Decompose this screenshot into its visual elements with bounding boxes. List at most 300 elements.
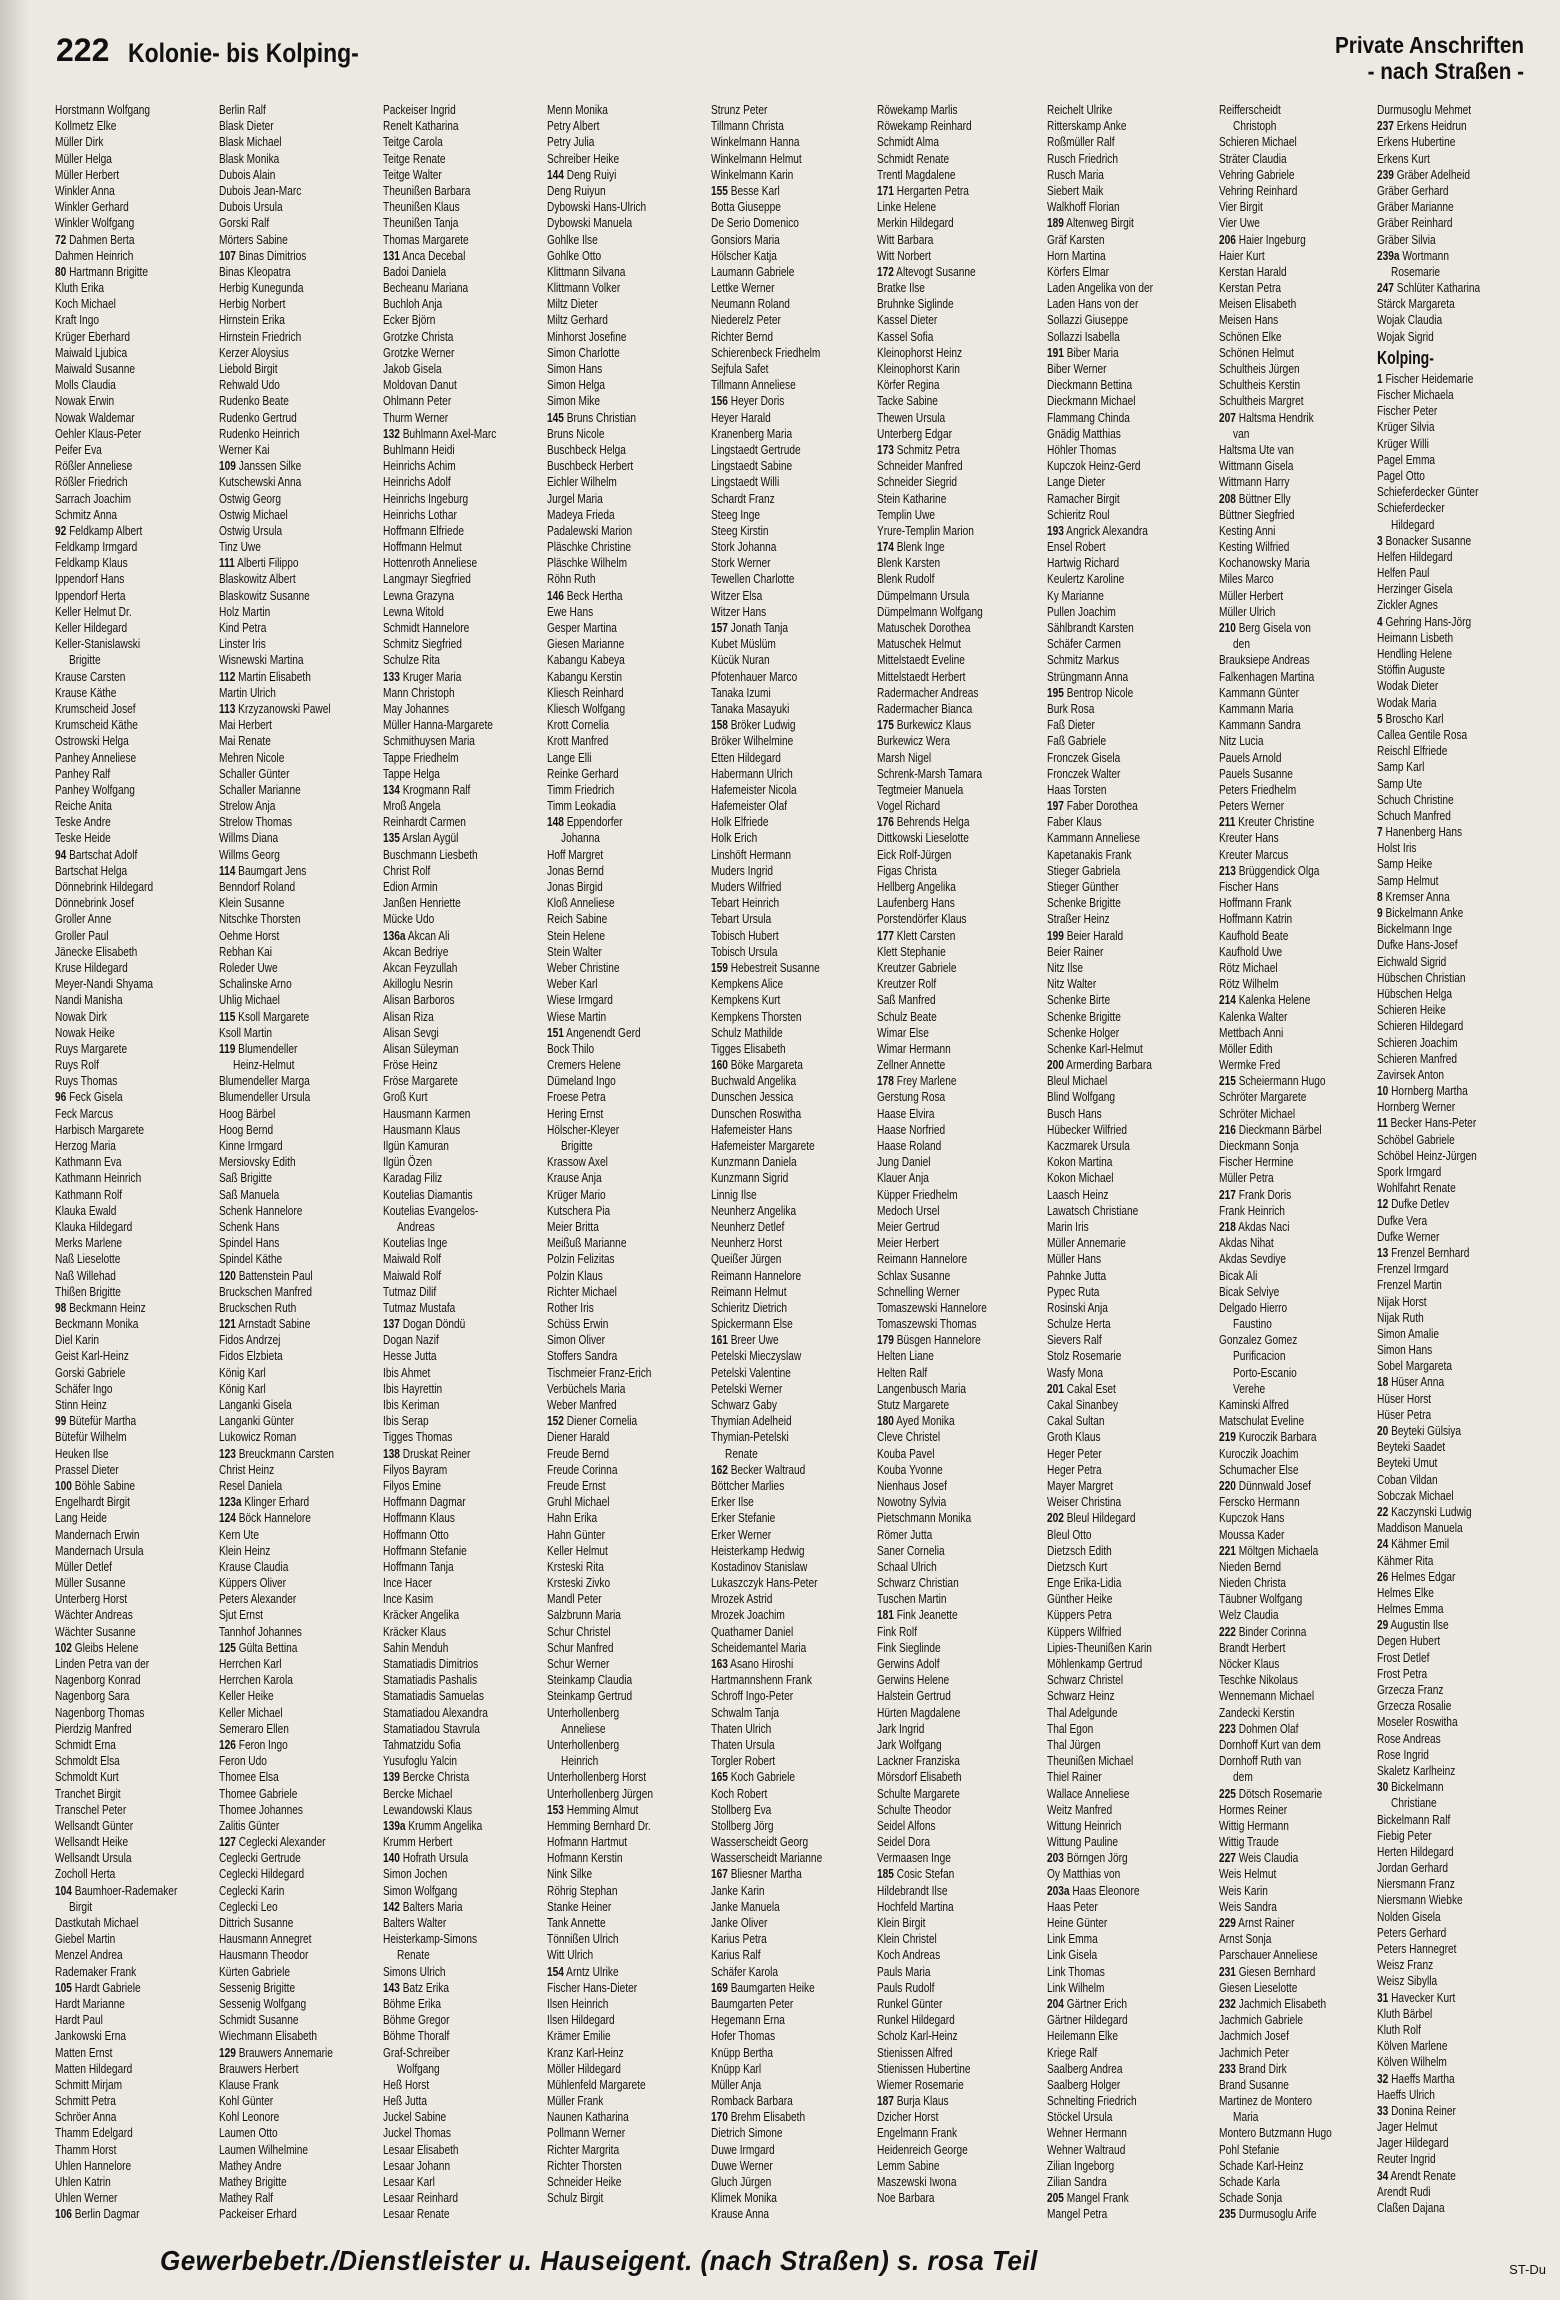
directory-entry: 26 Helmes Edgar — [1377, 1568, 1456, 1584]
directory-entry: Menzel Andrea — [55, 1947, 123, 1963]
directory-entry: Deng Ruiyun — [547, 182, 606, 198]
directory-entry: Kranenberg Maria — [711, 425, 793, 441]
directory-entry: Stoffers Sandra — [547, 1348, 618, 1364]
directory-entry: Krause Anja — [547, 1170, 602, 1186]
directory-entry: Akcan Bedriye — [383, 943, 449, 959]
directory-entry: Haas Torsten — [1047, 781, 1107, 797]
directory-entry: Müller Herbert — [1219, 587, 1284, 603]
house-number: 142 — [383, 1898, 400, 1914]
directory-entry: Peters Friedhelm — [1219, 781, 1297, 797]
directory-entry: Heimann Lisbeth — [1377, 629, 1454, 645]
directory-entry: Frenzel Irmgard — [1377, 1261, 1449, 1277]
directory-entry: Gräf Karsten — [1047, 231, 1105, 247]
directory-entry: Böhme Gregor — [383, 2012, 450, 2028]
directory-entry: Kind Petra — [219, 620, 267, 635]
directory-entry: Jager Hildegard — [1377, 2135, 1449, 2151]
directory-entry: 104 Baumhoer-Rademaker — [55, 1882, 178, 1898]
directory-entry: Maiwald Rolf — [383, 1251, 442, 1267]
directory-entry: Heisterkamp-Simons — [383, 1931, 478, 1947]
directory-entry: Hornberg Werner — [1377, 1099, 1456, 1115]
directory-entry: Ensel Robert — [1047, 539, 1106, 555]
directory-entry: Dönnebrink Josef — [55, 895, 134, 911]
house-number: 22 — [1377, 1503, 1389, 1519]
directory-entry: König Karl — [219, 1364, 266, 1380]
directory-entry: Simon Helga — [547, 377, 606, 393]
house-number: 189 — [1047, 215, 1064, 231]
directory-entry: Transchel Peter — [55, 1801, 127, 1817]
directory-entry: Müller Hanna-Margarete — [383, 717, 493, 733]
directory-entry: Lesaar Elisabeth — [383, 2141, 459, 2157]
directory-entry: Kohl Günter — [219, 2093, 274, 2109]
house-number: 4 — [1377, 613, 1383, 629]
directory-entry: Wiemer Rosemarie — [877, 2076, 964, 2092]
directory-entry: Hübschen Helga — [1377, 985, 1452, 1001]
directory-entry: Heinrichs Achim — [383, 458, 456, 474]
directory-entry: Thomee Johannes — [219, 1801, 303, 1817]
directory-entry: Herrchen Karl — [219, 1656, 282, 1671]
directory-entry: Keller Hildegard — [55, 620, 128, 635]
directory-entry: Blumendeller Ursula — [219, 1089, 311, 1105]
directory-entry: Dybowski Manuela — [547, 215, 633, 231]
directory-entry: Wojak Claudia — [1377, 312, 1443, 328]
directory-entry: Badoi Daniela — [383, 263, 447, 279]
directory-entry: Minhorst Josefine — [547, 328, 627, 344]
directory-entry: 72 Dahmen Berta — [55, 231, 135, 247]
directory-entry: 139a Krumm Angelika — [383, 1817, 483, 1833]
directory-entry: Figas Christa — [877, 862, 937, 878]
directory-entry: Schuch Christine — [1377, 791, 1454, 807]
directory-entry: Christ Heinz — [219, 1461, 275, 1477]
directory-entry: Kölven Wilhelm — [1377, 2054, 1447, 2070]
directory-entry: Oehler Klaus-Peter — [55, 425, 142, 441]
directory-entry: Hoffmann Dagmar — [383, 1494, 466, 1510]
directory-entry: Mathey Andre — [219, 2157, 282, 2173]
directory-entry: Coban Vildan — [1377, 1471, 1438, 1487]
directory-entry: Müller Anja — [711, 2076, 762, 2092]
directory-entry: Fischer Hans — [1219, 879, 1279, 894]
directory-entry: Rehwald Udo — [219, 377, 280, 393]
page-number: 222 — [56, 32, 110, 68]
directory-entry: Eichwald Sigrid — [1377, 953, 1447, 969]
directory-entry: Linden Petra van der — [55, 1656, 150, 1671]
directory-entry: Richter Bernd — [711, 328, 773, 344]
directory-entry: Fronczek Gisela — [1047, 749, 1121, 765]
directory-entry: Krumscheid Josef — [55, 700, 136, 716]
directory-entry: 158 Bröker Ludwig — [711, 717, 796, 733]
directory-entry: Fröse Margarete — [383, 1073, 458, 1089]
directory-entry: 10 Hornberg Martha — [1377, 1083, 1468, 1099]
directory-entry: Sträter Claudia — [1219, 150, 1287, 166]
house-number: 132 — [383, 425, 400, 441]
directory-entry: Froese Petra — [547, 1089, 606, 1105]
directory-entry: Thiel Rainer — [1047, 1769, 1102, 1785]
directory-entry: Brauksiepe Andreas — [1219, 652, 1310, 668]
directory-entry: Schuch Manfred — [1377, 807, 1451, 823]
directory-entry: Welz Claudia — [1219, 1607, 1279, 1623]
directory-entry: Hoffmann Katrin — [1219, 911, 1293, 927]
directory-entry: Lesaar Renate — [383, 2206, 450, 2222]
directory-entry: Durmusoglu Mehmet — [1377, 102, 1472, 117]
directory-entry: Bleul Michael — [1047, 1073, 1108, 1089]
directory-entry: Hardt Marianne — [55, 1995, 125, 2011]
directory-entry: Spindel Hans — [219, 1235, 280, 1251]
directory-entry: Mittelstaedt Eveline — [877, 652, 965, 668]
directory-entry: Vehring Reinhard — [1219, 182, 1298, 198]
directory-entry: Herzinger Gisela — [1377, 581, 1453, 597]
directory-entry: Hardt Paul — [55, 2012, 103, 2028]
directory-entry: Dogan Nazif — [383, 1332, 439, 1348]
directory-entry: Strelow Thomas — [219, 814, 293, 830]
house-number: 222 — [1219, 1623, 1236, 1639]
directory-entry: Martin Ulrich — [219, 684, 276, 700]
directory-entry: Krüger Silvia — [1377, 419, 1435, 435]
directory-entry: Stein Helene — [547, 927, 606, 943]
directory-entry: Torgler Robert — [711, 1753, 776, 1769]
directory-entry: Kerstan Petra — [1219, 280, 1282, 296]
directory-entry: Tigges Thomas — [383, 1429, 453, 1445]
house-number: 114 — [219, 862, 236, 878]
directory-entry: Fischer Peter — [1377, 403, 1438, 419]
directory-entry: Kathmann Eva — [55, 1154, 122, 1170]
directory-entry: 217 Frank Doris — [1219, 1186, 1292, 1202]
directory-entry: Dufke Werner — [1377, 1228, 1440, 1244]
directory-entry: Grzecza Rosalie — [1377, 1698, 1452, 1714]
directory-entry: Schmoldt Kurt — [55, 1769, 119, 1785]
directory-entry: Tillmann Anneliese — [711, 377, 796, 393]
house-number: 221 — [1219, 1542, 1236, 1558]
directory-entry: Keller-Stanislawski — [55, 636, 141, 652]
directory-entry: Ince Hacer — [383, 1575, 433, 1591]
directory-entry: Keller Helmut Dr. — [55, 603, 132, 619]
directory-entry: Winkelmann Karin — [711, 166, 794, 182]
directory-entry: Mandernach Erwin — [55, 1526, 140, 1542]
directory-entry: Brauwers Herbert — [219, 2060, 299, 2076]
directory-entry: Buhlmann Heidi — [383, 441, 455, 457]
directory-entry: Marin Iris — [1047, 1218, 1089, 1234]
directory-entry: Merkin Hildegard — [877, 215, 954, 231]
directory-entry: 7 Hanenberg Hans — [1377, 824, 1463, 840]
directory-entry: 195 Bentrop Nicole — [1047, 684, 1134, 700]
directory-entry: Scheidemantel Maria — [711, 1639, 807, 1655]
directory-entry: Tinz Uwe — [219, 539, 261, 555]
house-number: 167 — [711, 1866, 728, 1882]
directory-entry: Schmitz Siegfried — [383, 636, 462, 652]
house-number: 126 — [219, 1736, 236, 1752]
house-number: 136a — [383, 927, 406, 943]
directory-entry: Uhlen Werner — [55, 2190, 118, 2206]
directory-entry: Helten Liane — [877, 1348, 934, 1364]
directory-entry: Hoffmann Frank — [1219, 895, 1292, 911]
directory-entry: Beyteki Saadet — [1377, 1439, 1446, 1455]
directory-entry: Dümpelmann Wolfgang — [877, 603, 983, 619]
directory-entry: 4 Gehring Hans-Jörg — [1377, 613, 1472, 629]
house-number: 123a — [219, 1494, 242, 1510]
directory-entry: Schlax Susanne — [877, 1267, 951, 1283]
directory-entry: 202 Bleul Hildegard — [1047, 1510, 1136, 1526]
directory-entry: Hausmann Klaus — [383, 1121, 461, 1137]
directory-entry: Helfen Paul — [1377, 565, 1430, 581]
directory-entry: Herbig Norbert — [219, 296, 286, 312]
house-number: 104 — [55, 1882, 72, 1898]
directory-entry: 191 Biber Maria — [1047, 344, 1119, 360]
directory-entry: Hofer Thomas — [711, 2028, 776, 2044]
directory-entry: Koutelias Evangelos- — [383, 1202, 479, 1218]
directory-entry: 134 Krogmann Ralf — [383, 781, 471, 797]
house-number: 202 — [1047, 1510, 1064, 1526]
directory-entry: Sahin Menduh — [383, 1639, 449, 1655]
footer-code: ST-Du — [1509, 2262, 1546, 2277]
directory-entry: Meyer-Nandi Shyama — [55, 976, 154, 992]
directory-entry: Bruns Nicole — [547, 425, 605, 441]
directory-entry: 232 Jachmich Elisabeth — [1219, 1995, 1327, 2011]
directory-entry: Neunherz Horst — [711, 1235, 783, 1251]
directory-entry: Mühlenfeld Margarete — [547, 2076, 646, 2092]
directory-entry: Müller Petra — [1219, 1170, 1274, 1186]
directory-entry: Cakal Sultan — [1047, 1413, 1105, 1429]
directory-entry: Giebel Martin — [55, 1931, 116, 1947]
house-number: 185 — [877, 1866, 894, 1882]
directory-entry: Nijak Horst — [1377, 1293, 1427, 1309]
directory-entry-continuation: Johanna — [561, 830, 600, 846]
directory-entry: Krumm Herbert — [383, 1834, 453, 1850]
directory-entry: Gohlke Ilse — [547, 231, 598, 247]
directory-entry: Hafemeister Hans — [711, 1121, 793, 1137]
directory-entry: Roleder Uwe — [219, 959, 278, 975]
directory-entry: Fink Rolf — [877, 1623, 918, 1639]
directory-entry: Meisen Hans — [1219, 312, 1279, 328]
directory-entry: Ilsen Heinrich — [547, 1995, 609, 2011]
directory-entry: Duwe Irmgard — [711, 2141, 775, 2157]
directory-entry: Akcan Feyzullah — [383, 959, 458, 975]
house-number: 11 — [1377, 1115, 1388, 1131]
directory-entry: 105 Hardt Gabriele — [55, 1979, 141, 1995]
directory-entry: Rose Andreas — [1377, 1730, 1441, 1746]
directory-entry: Krause Anna — [711, 2206, 770, 2222]
directory-entry: Vehring Gabriele — [1219, 166, 1295, 182]
directory-entry: Rötz Michael — [1219, 959, 1278, 975]
directory-entry: Menn Monika — [547, 102, 608, 117]
directory-entry: Höhler Thomas — [1047, 441, 1117, 457]
directory-entry: Link Gisela — [1047, 1947, 1098, 1963]
directory-entry: Schieritz Roul — [1047, 506, 1110, 522]
directory-entry: Linshöft Hermann — [711, 846, 792, 862]
house-number: 107 — [219, 247, 236, 263]
directory-entry: Simon Jochen — [383, 1866, 448, 1882]
directory-entry: Jark Ingrid — [877, 1720, 925, 1736]
directory-entry: Witzer Elsa — [711, 587, 763, 603]
directory-entry: Schaller Günter — [219, 765, 290, 781]
column-9 — [1377, 102, 1541, 2215]
directory-entry: Stieger Gabriela — [1047, 862, 1121, 878]
directory-entry: Schulz Beate — [877, 1008, 937, 1024]
house-number: 237 — [1377, 118, 1394, 134]
directory-entry: Ohlmann Peter — [383, 393, 452, 409]
directory-entry: 235 Durmusoglu Arife — [1219, 2206, 1317, 2222]
directory-entry: Sollazzi Giuseppe — [1047, 312, 1129, 328]
directory-entry: Nink Silke — [547, 1866, 593, 1882]
directory-entry: Kreuter Marcus — [1219, 846, 1289, 862]
directory-entry: Keulertz Karoline — [1047, 571, 1125, 587]
directory-entry: Duwe Werner — [711, 2157, 773, 2173]
house-number: 8 — [1377, 888, 1383, 904]
directory-entry: Küppers Oliver — [219, 1575, 287, 1591]
directory-entry: Steeg Kirstin — [711, 522, 769, 538]
directory-entry: Fronczek Walter — [1047, 765, 1121, 781]
directory-entry: Rudenko Gertrud — [219, 409, 297, 425]
directory-entry: Kliesch Wolfgang — [547, 700, 626, 716]
directory-entry: Erker Stefanie — [711, 1510, 776, 1526]
directory-entry: Krott Cornelia — [547, 717, 609, 733]
directory-entry: 193 Angrick Alexandra — [1047, 522, 1148, 538]
directory-entry: Liebold Birgit — [219, 361, 278, 376]
house-number: 218 — [1219, 1218, 1236, 1234]
directory-entry: Enge Erika-Lidia — [1047, 1575, 1122, 1591]
directory-entry: Küppers Petra — [1047, 1607, 1112, 1623]
directory-entry: 129 Brauwers Annemarie — [219, 2044, 333, 2060]
directory-entry: 163 Asano Hiroshi — [711, 1656, 794, 1671]
directory-entry: Ritterskamp Anke — [1047, 118, 1127, 134]
directory-entry: De Serio Domenico — [711, 215, 799, 231]
directory-entry: Wimar Hermann — [877, 1040, 951, 1056]
house-number: 227 — [1219, 1850, 1236, 1866]
directory-entry: Zocholl Herta — [55, 1866, 116, 1882]
directory-entry: Pauels Arnold — [1219, 749, 1282, 765]
directory-entry: Lawatsch Christiane — [1047, 1202, 1139, 1218]
directory-entry: Kupczok Hans — [1219, 1510, 1285, 1526]
directory-entry: Kassel Sofia — [877, 328, 934, 344]
directory-entry: Rößler Friedrich — [55, 474, 128, 490]
directory-entry: Brand Susanne — [1219, 2076, 1289, 2092]
directory-entry: Müller Susanne — [55, 1575, 126, 1591]
directory-entry: Müller Helga — [55, 150, 112, 166]
directory-entry: Kranz Karl-Heinz — [547, 2044, 624, 2060]
directory-entry: Graf-Schreiber — [383, 2044, 450, 2060]
directory-entry: Kerstan Harald — [1219, 263, 1287, 279]
directory-entry: Ippendorf Hans — [55, 571, 125, 587]
directory-entry: 92 Feldkamp Albert — [55, 522, 143, 538]
directory-entry: Packeiser Erhard — [219, 2206, 297, 2222]
house-number: 140 — [383, 1850, 400, 1866]
directory-entry: Peters Alexander — [219, 1591, 297, 1607]
directory-entry: Gorski Ralf — [219, 215, 270, 231]
directory-entry: Schöbel Heinz-Jürgen — [1377, 1147, 1477, 1163]
directory-entry: Schmitt Petra — [55, 2093, 116, 2109]
directory-entry: Krüger Mario — [547, 1186, 606, 1202]
directory-entry: Tutmaz Mustafa — [383, 1299, 456, 1315]
directory-entry: Witt Ulrich — [547, 1947, 594, 1963]
directory-entry: 123a Klinger Erhard — [219, 1494, 310, 1510]
directory-entry: Wisnewski Martina — [219, 652, 304, 668]
directory-entry: Schur Werner — [547, 1656, 610, 1671]
directory-entry: Zilian Ingeborg — [1047, 2157, 1115, 2173]
directory-entry: Cremers Helene — [547, 1057, 621, 1073]
directory-entry: 178 Frey Marlene — [877, 1073, 957, 1089]
directory-entry: Faß Dieter — [1047, 717, 1095, 733]
directory-entry: Pierdzig Manfred — [55, 1720, 132, 1736]
directory-entry: Janke Karin — [711, 1882, 765, 1898]
directory-entry: Ceglecki Leo — [219, 1898, 278, 1914]
directory-entry: Schmidt Alma — [877, 134, 939, 150]
directory-entry-continuation: dem — [1233, 1769, 1253, 1785]
directory-entry: Kreutzer Gabriele — [877, 959, 957, 975]
directory-entry-continuation: Faustino — [1233, 1316, 1272, 1332]
directory-entry: Marsh Nigel — [877, 749, 932, 765]
directory-entry-continuation: Brigitte — [69, 652, 101, 668]
directory-entry: Kreutzer Rolf — [877, 976, 937, 992]
directory-entry: Degen Hubert — [1377, 1633, 1441, 1649]
directory-entry: Falkenhagen Martina — [1219, 668, 1315, 684]
directory-entry: Hoff Margret — [547, 846, 604, 862]
directory-entry: Balters Walter — [383, 1915, 447, 1930]
house-number: 26 — [1377, 1568, 1389, 1584]
directory-entry: Hartwig Richard — [1047, 555, 1120, 571]
directory-entry: Linke Helene — [877, 199, 937, 215]
footer-banner: Gewerbebetr./Dienstleister u. Hauseigent. (nach Straßen) s. rosa Teil — [160, 2245, 1038, 2276]
directory-entry: Nitz Ilse — [1047, 959, 1084, 975]
directory-entry: Saß Manfred — [877, 992, 936, 1008]
directory-entry-continuation: Purificacion — [1233, 1348, 1286, 1364]
directory-entry: Jonas Birgid — [547, 879, 603, 894]
directory-entry: Steinkamp Gertrud — [547, 1688, 633, 1704]
directory-entry: Giesen Lieselotte — [1219, 1979, 1298, 1995]
directory-entry: 31 Havecker Kurt — [1377, 1989, 1456, 2005]
directory-entry: Rose Ingrid — [1377, 1746, 1429, 1762]
directory-entry: Kürten Gabriele — [219, 1963, 291, 1979]
directory-entry: Buschmann Liesbeth — [383, 846, 478, 862]
house-number: 5 — [1377, 710, 1383, 726]
directory-entry: 185 Cosic Stefan — [877, 1866, 955, 1882]
directory-entry: 223 Dohmen Olaf — [1219, 1720, 1299, 1736]
directory-entry: Arendt Rudi — [1377, 2183, 1431, 2199]
house-number: 170 — [711, 2109, 728, 2125]
house-number: 29 — [1377, 1617, 1389, 1633]
directory-entry: Tacke Sabine — [877, 393, 938, 409]
directory-entry: 213 Brüggendick Olga — [1219, 862, 1320, 878]
directory-entry: Dietzsch Kurt — [1047, 1558, 1108, 1574]
directory-entry: Nagenborg Sara — [55, 1688, 130, 1704]
directory-entry: Tebart Ursula — [711, 911, 772, 927]
house-number: 159 — [711, 959, 728, 975]
directory-entry: Böttcher Marlies — [711, 1477, 785, 1493]
directory-entry: Schmidt Erna — [55, 1736, 116, 1752]
directory-entry: Knüpp Karl — [711, 2060, 762, 2076]
directory-entry: Schenke Brigitte — [1047, 1008, 1121, 1024]
directory-entry: Kruse Hildegard — [55, 959, 128, 975]
directory-entry: Dubois Alain — [219, 166, 276, 182]
directory-entry: Krause Käthe — [55, 684, 117, 700]
directory-entry: Koutelias Inge — [383, 1235, 448, 1251]
directory-entry: Kücük Nuran — [711, 652, 770, 668]
directory-entry: Pietschmann Monika — [877, 1510, 972, 1526]
directory-entry: Muders Wilfried — [711, 879, 782, 894]
directory-entry: 162 Becker Waltraud — [711, 1461, 806, 1477]
directory-entry: Rötz Wilhelm — [1219, 976, 1279, 992]
directory-entry: Ksoll Martin — [219, 1024, 272, 1040]
directory-entry: Alisan Süleyman — [383, 1040, 459, 1056]
directory-entry: Keller Michael — [219, 1704, 283, 1720]
directory-entry: Böhme Erika — [383, 1995, 442, 2011]
directory-entry: Diel Karin — [55, 1332, 99, 1348]
directory-entry: 30 Bickelmann — [1377, 1779, 1444, 1795]
directory-entry: Matten Hildegard — [55, 2060, 133, 2076]
directory-entry: Diener Harald — [547, 1429, 610, 1445]
directory-entry: Haltsma Ute van — [1219, 441, 1294, 457]
house-number: 146 — [547, 587, 564, 603]
directory-entry: Thamm Edelgard — [55, 2125, 133, 2141]
directory-entry: Schröter Margarete — [1219, 1089, 1307, 1105]
house-number: 158 — [711, 717, 728, 733]
directory-entry: Witt Norbert — [877, 247, 932, 263]
